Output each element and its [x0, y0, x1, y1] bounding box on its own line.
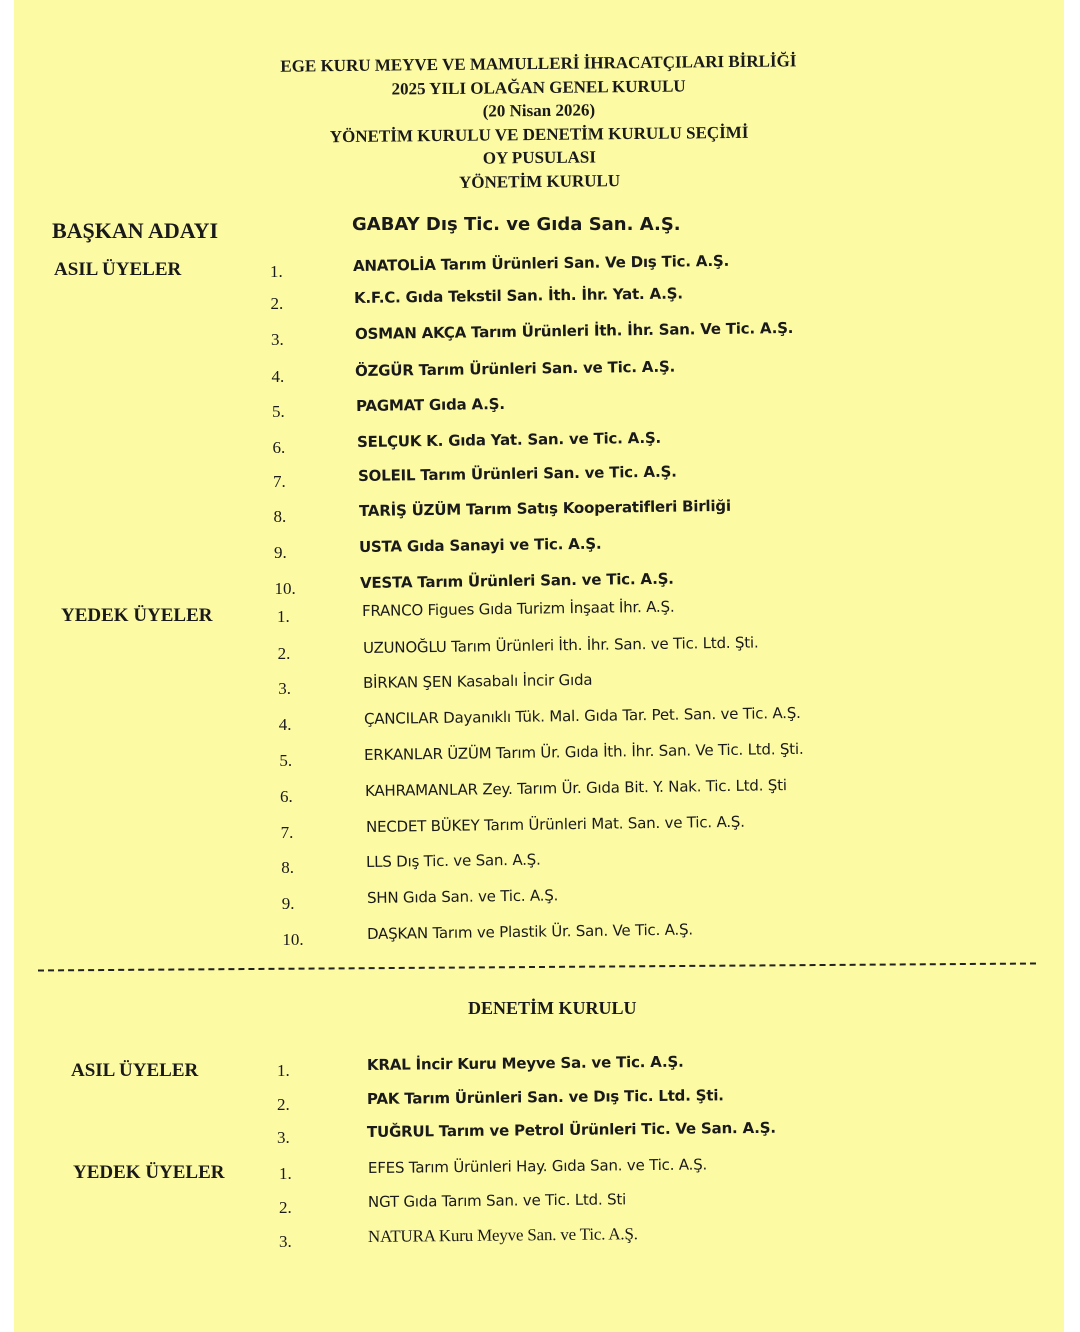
member-brand: NECDET BÜKEY [365, 816, 480, 836]
member-company-suffix: Tarım Ürünleri San. ve Dış Tic. Ltd. Şti. [399, 1086, 724, 1108]
member-company-suffix: Gıda Sanayi ve Tic. A.Ş. [402, 534, 602, 556]
board-principal-members-label: ASIL ÜYELER [54, 259, 182, 280]
audit-board-heading: DENETİM KURULU [468, 998, 637, 1018]
member-number: 7. [280, 823, 294, 842]
member-brand: PAGMAT [356, 396, 425, 415]
member-number: 3. [271, 330, 284, 349]
member-number: 5. [272, 402, 285, 421]
member-name [354, 319, 792, 343]
member-brand: LLS [366, 852, 392, 871]
member-name [365, 776, 787, 800]
member-name [368, 1190, 626, 1211]
member-company-suffix: Tarım Ürünleri Mat. San. ve Tic. A.Ş. [478, 812, 745, 835]
member-name [362, 633, 758, 657]
member-name [356, 395, 505, 415]
member-brand: K.F.C. [353, 288, 401, 307]
member-company-suffix: Tarım Satış Kooperatifleri Birliği [460, 496, 731, 519]
member-brand: SHN [366, 888, 399, 907]
member-name [355, 358, 675, 380]
member-name [364, 704, 801, 728]
member-name [366, 851, 541, 871]
member-number: 1. [279, 1164, 292, 1183]
member-brand: TARİŞ ÜZÜM [358, 500, 461, 520]
member-number: 9. [281, 894, 295, 913]
audit-substitute-members-label: YEDEK ÜYELER [73, 1162, 225, 1183]
member-name [360, 570, 674, 592]
member-brand: DAŞKAN [367, 924, 429, 943]
member-brand: TUĞRUL [366, 1122, 434, 1141]
member-brand: FRANCO [361, 601, 424, 620]
member-brand: NATURA [367, 1226, 435, 1246]
president-candidate-name: GABAY Dış Tic. ve Gıda San. A.Ş. [352, 214, 681, 235]
member-number: 4. [271, 367, 285, 386]
member-number: 4. [278, 715, 292, 734]
member-name [367, 920, 693, 943]
member-company-suffix: Gıda A.Ş. [424, 394, 506, 415]
member-brand: OSMAN AKÇA [354, 323, 466, 343]
member-number: 6. [280, 787, 293, 806]
member-company-suffix: Tarım ve Plastik Ür. San. Ve Tic. A.Ş. [428, 920, 694, 943]
member-number: 8. [273, 507, 287, 526]
member-name [358, 463, 677, 485]
member-number: 2. [277, 1095, 290, 1114]
member-company-suffix: Tarım Ürünleri İth. İhr. San. ve Tic. Ltd. Şti. [446, 633, 759, 656]
member-company-suffix: Kuru Meyve San. ve Tic. A.Ş. [434, 1224, 638, 1246]
member-brand: ANATOLİA [352, 255, 436, 275]
member-company-suffix: Figues Gıda Turizm İnşaat İhr. A.Ş. [422, 597, 675, 620]
member-brand: SELÇUK K. [356, 431, 444, 451]
member-brand: PAK [366, 1089, 400, 1108]
member-number: 9. [274, 543, 287, 562]
member-brand: USTA [359, 537, 403, 556]
member-name [358, 497, 730, 520]
member-company-suffix: Tarım Ürünleri San. ve Tic. A.Ş. [412, 569, 675, 592]
header-union-name: EGE KURU MEYVE VE MAMULLERİ İHRACATÇILARI BİRLİĞİ [280, 51, 797, 76]
member-brand: KRAL [366, 1055, 411, 1074]
member-company-suffix: Tarım ve Petrol Ürünleri Tic. Ve San. A.Ş. [433, 1118, 776, 1141]
member-brand: SOLEIL [357, 466, 416, 485]
member-name [364, 740, 804, 764]
member-company-suffix: Tarım Ürünleri San. Ve Dış Tic. A.Ş. [435, 251, 730, 274]
member-company-suffix: Tarım Ürünleri Hay. Gıda San. ve Tic. A.Ş. [404, 1155, 708, 1177]
header-assembly: 2025 YILI OLAĞAN GENEL KURULU [391, 76, 686, 99]
member-number: 2. [279, 1198, 292, 1217]
member-name [367, 1119, 776, 1141]
member-brand: EFES [367, 1158, 405, 1177]
member-company-suffix: Dış Tic. ve San. A.Ş. [391, 850, 541, 871]
member-number: 7. [273, 472, 286, 491]
member-company-suffix: Zey. Tarım Ür. Gıda Bit. Y. Nak. Tic. Ltd. Şti [477, 776, 787, 799]
member-number: 5. [279, 751, 293, 770]
member-number: 8. [281, 858, 294, 877]
header-ballot: OY PUSULASI [482, 147, 597, 168]
member-name [357, 429, 661, 451]
member-number: 2. [270, 294, 284, 313]
member-company-suffix: İncir Kuru Meyve Sa. ve Tic. A.Ş. [410, 1052, 684, 1074]
member-name [368, 1224, 638, 1247]
president-candidate-label: BAŞKAN ADAYI [52, 218, 219, 243]
board-substitute-members-label: YEDEK ÜYELER [61, 605, 213, 626]
ballot-header [213, 49, 864, 197]
member-brand: BİRKAN ŞEN [363, 672, 453, 692]
member-company-suffix: Tarım Ürünleri San. ve Tic. A.Ş. [413, 357, 676, 380]
member-name [367, 1053, 684, 1074]
member-brand: VESTA [360, 573, 413, 592]
member-brand: UZUNOĞLU [362, 637, 447, 657]
member-name [365, 813, 744, 836]
member-number: 1. [277, 607, 290, 626]
header-date: (20 Nisan 2026) [482, 100, 596, 121]
header-election: YÖNETİM KURULU VE DENETİM KURULU SEÇİMİ [329, 122, 749, 146]
audit-principal-members-label: ASIL ÜYELER [71, 1060, 199, 1081]
member-company-suffix: Gıda San. ve Tic. A.Ş. [398, 886, 559, 907]
member-brand: ÇANCILAR [363, 708, 439, 728]
member-company-suffix: Dayanıklı Tük. Mal. Gıda Tar. Pet. San. ve Tic. A.Ş. [438, 703, 801, 727]
member-company-suffix: Tarım Ürünleri San. ve Tic. A.Ş. [414, 462, 677, 485]
ballot-page [14, 0, 1064, 1332]
section-divider [38, 963, 1036, 972]
member-brand: KAHRAMANLAR [364, 780, 478, 800]
member-name [367, 1086, 724, 1108]
member-number: 2. [277, 644, 291, 663]
member-name [363, 671, 593, 692]
header-board: YÖNETİM KURULU [458, 171, 621, 192]
member-company-suffix: Tarım Ürünleri İth. İhr. San. Ve Tic. A.Ş. [465, 318, 793, 342]
member-name [367, 886, 558, 907]
member-company-suffix: Gıda Tarım San. ve Tic. Ltd. Sti [398, 1190, 627, 1211]
member-company-suffix: Kasabalı İncir Gıda [452, 670, 593, 691]
member-name [359, 535, 602, 556]
member-name [353, 252, 729, 275]
member-company-suffix: Gıda Yat. San. ve Tic. A.Ş. [443, 428, 662, 450]
member-brand: NGT [367, 1192, 399, 1211]
member-name [362, 598, 675, 620]
member-name [354, 284, 683, 307]
member-company-suffix: Gıda Tekstil San. İth. İhr. Yat. A.Ş. [400, 284, 683, 307]
member-brand: ERKANLAR ÜZÜM [364, 744, 492, 764]
member-number: 3. [278, 679, 291, 698]
member-name [368, 1155, 707, 1177]
member-number: 3. [279, 1232, 292, 1251]
member-number: 3. [277, 1128, 290, 1147]
member-number: 6. [272, 438, 286, 457]
member-number: 10. [274, 579, 296, 598]
member-company-suffix: Tarım Ür. Gıda İth. İhr. San. Ve Tic. Ltd. Şti. [491, 739, 804, 763]
member-number: 10. [282, 930, 304, 949]
member-brand: ÖZGÜR [355, 361, 415, 380]
member-number: 1. [270, 262, 283, 281]
member-number: 1. [277, 1061, 290, 1080]
